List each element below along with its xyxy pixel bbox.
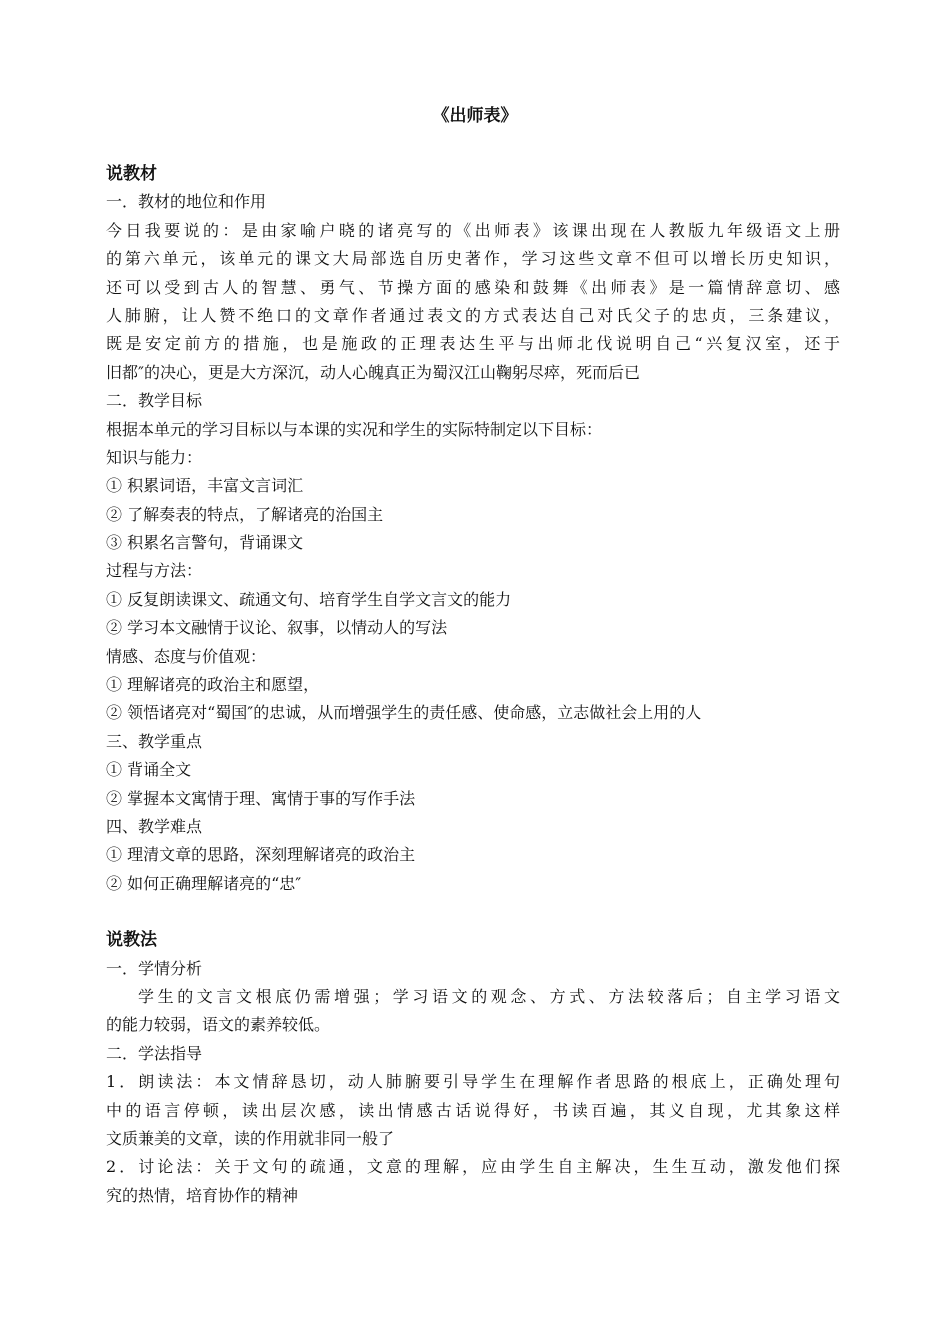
subheading-status: 一．教材的地位和作用 [106, 192, 267, 212]
section-spacer [106, 898, 840, 926]
document-body [106, 160, 840, 1210]
paragraph-line: 2．讨论法：关于文句的疏通，文意的理解，应由学生自主解决，生生互动，激发他们探 [106, 1157, 840, 1177]
difficulties-list [106, 841, 840, 898]
list-item: ② 领悟诸亮对“蜀国″的忠诚，从而增强学生的责任感、使命感，立志做社会上用的人 [106, 703, 702, 723]
list-item: ② 如何正确理解诸亮的“忠″ [106, 873, 302, 893]
paragraph-learner-analysis [106, 983, 840, 1040]
paragraph-reading-method [106, 1068, 840, 1153]
section-heading-method: 说教法 [106, 930, 157, 951]
paragraph-line: 的能力较弱，语文的素养较低。 [106, 1015, 331, 1035]
subheading-goals: 二．教学目标 [106, 391, 203, 411]
document-title: 《出师表》 [432, 106, 518, 126]
list-item: ② 了解奏表的特点，了解诸亮的治国主 [106, 504, 384, 524]
list-item: 根据本单元的学习目标以与本课的实况和学生的实际特制定以下目标： [106, 419, 603, 439]
list-item: ① 理清文章的思路，深刻理解诸亮的政治主 [106, 845, 416, 865]
list-item: ① 理解诸亮的政治主和愿望， [106, 675, 320, 695]
subheading-learner-analysis: 一．学情分析 [106, 958, 203, 978]
subheading-difficulties: 四、教学难点 [106, 816, 203, 836]
paragraph-discussion-method [106, 1153, 840, 1210]
paragraph-line: 今日我要说的：是由家喻户晓的诸亮写的《出师表》该课出现在人教版九年级语文上册 [106, 220, 840, 240]
list-item: ③ 积累名言警句，背诵课文 [106, 533, 304, 553]
paragraph-status [106, 217, 840, 387]
list-item: ① 积累词语，丰富文言词汇 [106, 476, 304, 496]
list-item: ① 背诵全文 [106, 760, 192, 780]
goals-list [106, 416, 840, 728]
paragraph-line: 的第六单元，该单元的课文大局部选自历史著作，学习这些文章不但可以增长历史知识， [106, 249, 840, 269]
subheading-study-guide: 二．学法指导 [106, 1043, 203, 1063]
paragraph-line: 旧都″的决心，更是大方深沉，动人心魄真正为蜀汉江山鞠躬尽瘁，死而后已 [106, 362, 640, 382]
list-item: 情感、态度与价值观： [106, 646, 267, 666]
paragraph-line: 文质兼美的文章，读的作用就非同一般了 [106, 1128, 395, 1148]
paragraph-line: 中的语言停顿，读出层次感，读出情感古话说得好，书读百遍，其义自现，尤其象这样 [106, 1100, 840, 1120]
section-heading-textbook: 说教材 [106, 164, 157, 184]
list-item: 过程与方法： [106, 561, 203, 581]
paragraph-line: 人肺腑，让人赞不绝口的文章作者通过表文的方式表达自己对氏父子的忠贞，三条建议， [106, 305, 840, 325]
paragraph-line: 究的热情，培育协作的精神 [106, 1185, 299, 1205]
subheading-key-points: 三、教学重点 [106, 731, 203, 751]
paragraph-line: 还可以受到古人的智慧、勇气、节操方面的感染和鼓舞《出师表》是一篇情辞意切、感 [106, 277, 840, 297]
list-item: 知识与能力： [106, 447, 203, 467]
list-item: ② 学习本文融情于议论、叙事，以情动人的写法 [106, 618, 448, 638]
list-item: ① 反复朗读课文、疏通文句、培育学生自学文言文的能力 [106, 589, 512, 609]
paragraph-line: 1．朗读法：本文情辞恳切，动人肺腑要引导学生在理解作者思路的根底上，正确处理句 [106, 1072, 840, 1092]
list-item: ② 掌握本文寓情于理、寓情于事的写作手法 [106, 788, 416, 808]
key-points-list [106, 756, 840, 813]
paragraph-line: 学生的文言文根底仍需增强；学习语文的观念、方式、方法较落后；自主学习语文 [138, 986, 840, 1006]
paragraph-line: 既是安定前方的措施，也是施政的正理表达生平与出师北伐说明自己“兴复汉室，还于 [106, 334, 840, 354]
